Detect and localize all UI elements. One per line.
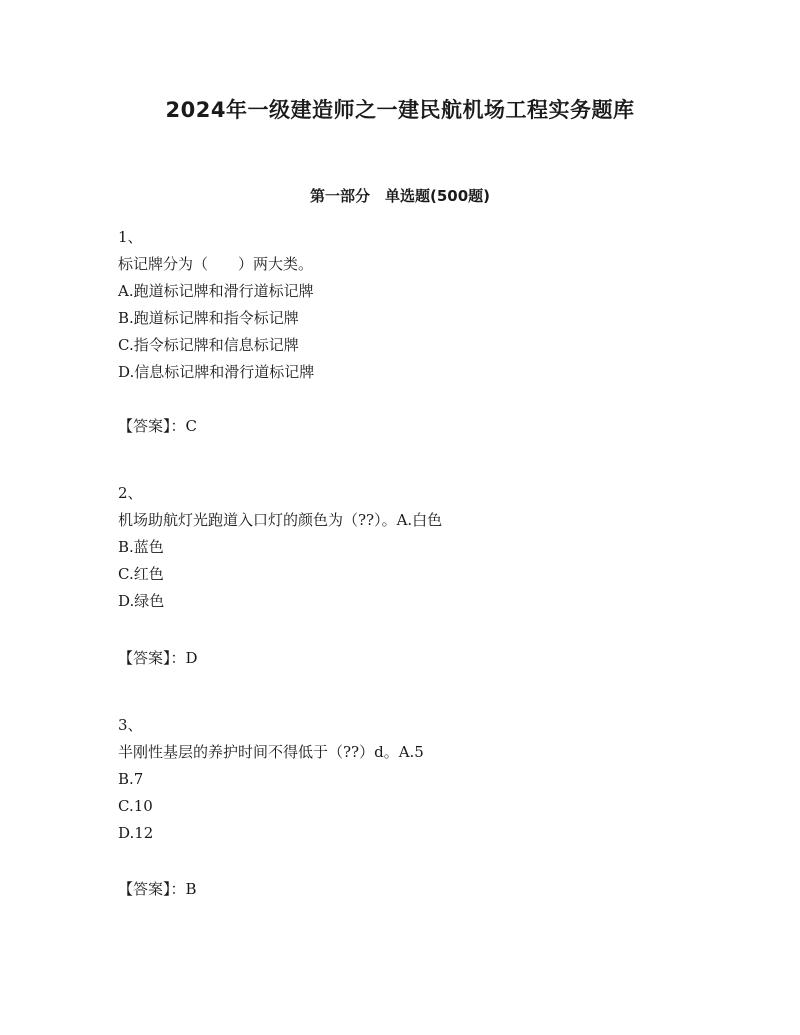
option-a: A.跑道标记牌和滑行道标记牌	[118, 282, 314, 300]
answer-1	[118, 413, 197, 440]
question-1	[118, 224, 718, 386]
option-c: C.指令标记牌和信息标记牌	[118, 336, 299, 354]
option-d: D.12	[118, 824, 154, 842]
answer-label: 【答案】：	[118, 880, 186, 898]
question-number: 1、	[118, 228, 143, 246]
document-title: 2024年一级建造师之一建民航机场工程实务题库	[165, 98, 635, 122]
answer-2	[118, 645, 198, 672]
question-2	[118, 480, 718, 615]
answer-label: 【答案】：	[118, 417, 186, 435]
question-3	[118, 712, 718, 847]
question-number: 2、	[118, 484, 143, 502]
option-b: B.跑道标记牌和指令标记牌	[118, 309, 299, 327]
option-c: C.10	[118, 797, 153, 815]
option-b: B.蓝色	[118, 538, 164, 556]
answer-value: B	[185, 880, 197, 898]
option-b: B.7	[118, 770, 144, 788]
option-c: C.红色	[118, 565, 164, 583]
answer-label: 【答案】：	[118, 649, 186, 667]
section-title: 第一部分 单选题(500题)	[309, 187, 491, 205]
answer-value: C	[185, 417, 197, 435]
question-stem: 标记牌分为（ ）两大类。	[118, 255, 314, 273]
question-stem: 机场助航灯光跑道入口灯的颜色为（??）。A.白色	[118, 511, 443, 529]
question-number: 3、	[118, 716, 143, 734]
option-d: D.信息标记牌和滑行道标记牌	[118, 363, 315, 381]
answer-3	[118, 876, 197, 903]
option-d: D.绿色	[118, 592, 165, 610]
question-stem: 半刚性基层的养护时间不得低于（??）d。A.5	[118, 743, 424, 761]
answer-value: D	[185, 649, 198, 667]
